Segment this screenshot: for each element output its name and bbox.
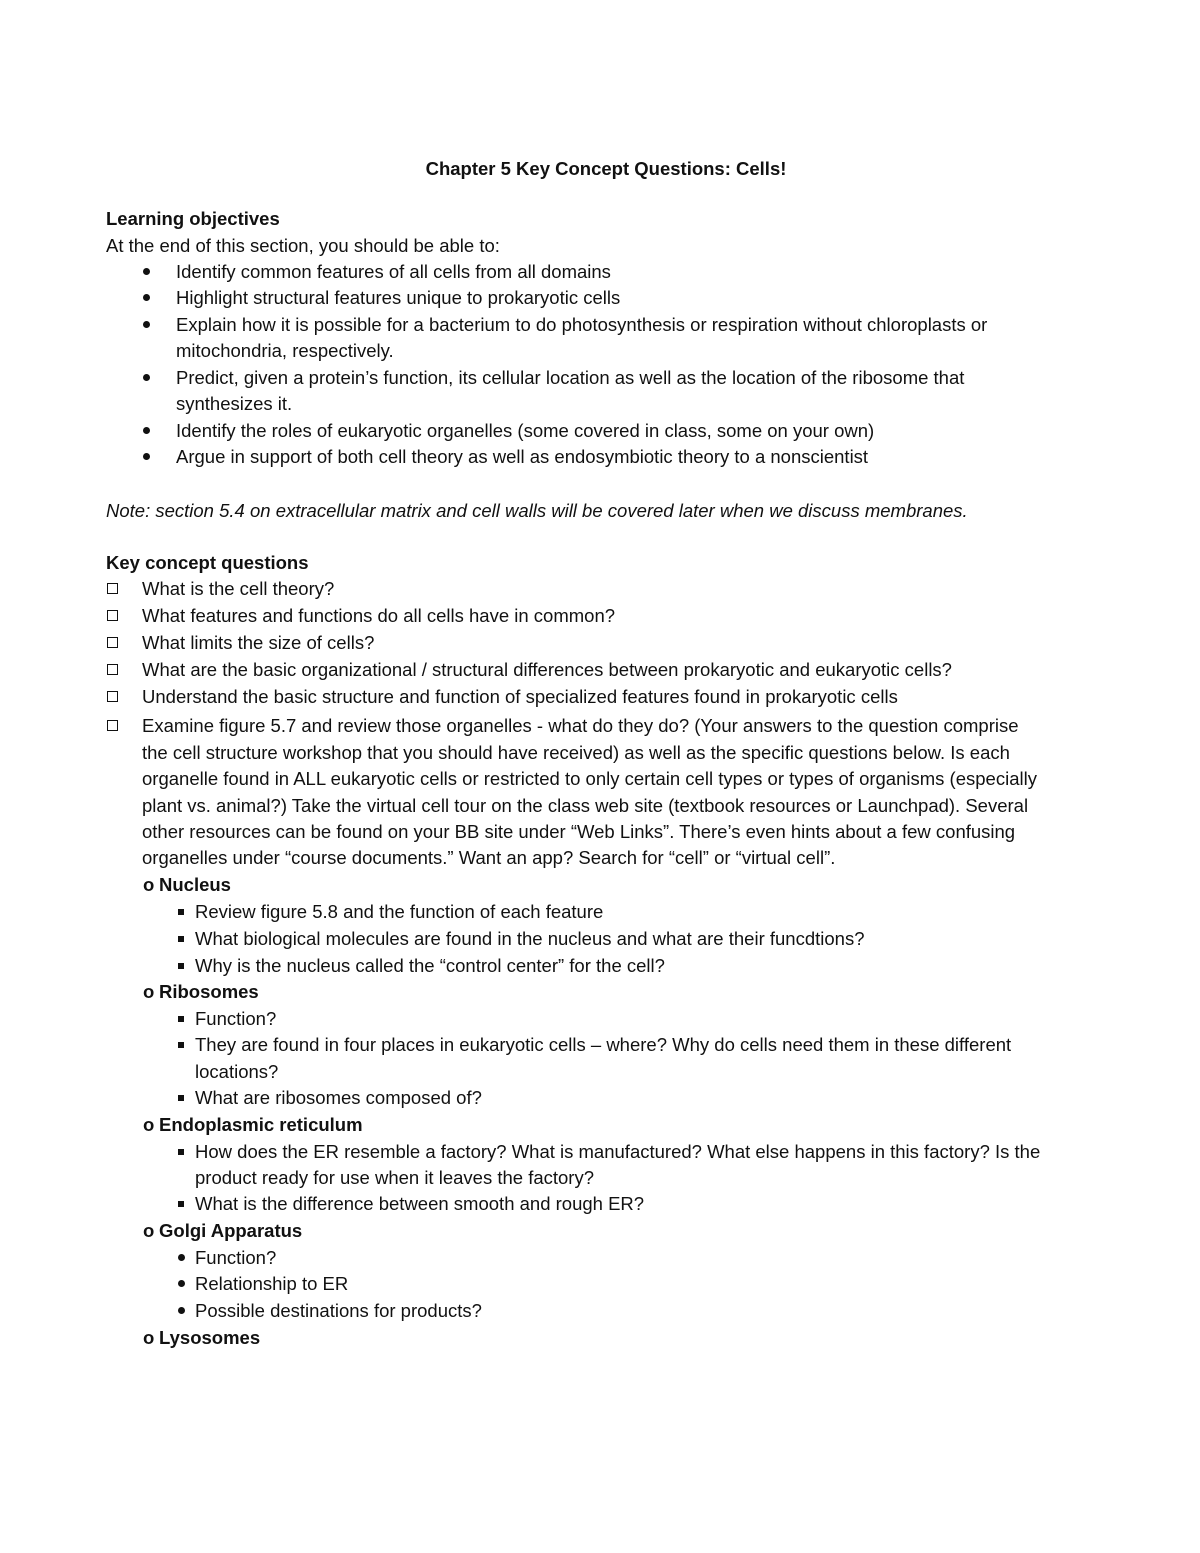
objective-item: Explain how it is possible for a bacterium to do photosynthesis or respiration without chloroplasts or xyxy=(176,314,988,335)
organelle-heading-nucleus: Nucleus xyxy=(159,874,231,895)
bullet-icon xyxy=(143,294,150,301)
bullet-icon xyxy=(178,1280,185,1287)
square-bullet-icon xyxy=(178,963,184,969)
circle-bullet-icon: o xyxy=(143,1114,155,1135)
note-text: Note: section 5.4 on extracellular matrix and cell walls will be covered later when we discuss membranes. xyxy=(106,500,968,521)
checkbox-icon[interactable] xyxy=(107,637,118,648)
question-item: What is the cell theory? xyxy=(142,578,335,599)
circle-bullet-icon: o xyxy=(143,1327,155,1348)
objective-item: Identify the roles of eukaryotic organelles (some covered in class, some on your own) xyxy=(176,420,875,441)
organelle-question: What is the difference between smooth and rough ER? xyxy=(195,1193,645,1214)
square-bullet-icon xyxy=(178,909,184,915)
organelle-question: Possible destinations for products? xyxy=(195,1300,482,1321)
checkbox-icon[interactable] xyxy=(107,610,118,621)
objective-item: Highlight structural features unique to prokaryotic cells xyxy=(176,287,621,308)
page-title: Chapter 5 Key Concept Questions: Cells! xyxy=(425,158,787,179)
organelle-question: Relationship to ER xyxy=(195,1273,349,1294)
question-item-continued: plant vs. animal?) Take the virtual cell tour on the class web site (textbook resources or Launchpad). Several xyxy=(142,795,1029,816)
organelle-question: They are found in four places in eukaryotic cells – where? Why do cells need them in these different xyxy=(195,1034,1012,1055)
question-item: What limits the size of cells? xyxy=(142,632,375,653)
question-item: What features and functions do all cells have in common? xyxy=(142,605,616,626)
question-item: Examine figure 5.7 and review those organelles - what do they do? (Your answers to the question comprise xyxy=(142,715,1019,736)
square-bullet-icon xyxy=(178,1095,184,1101)
circle-bullet-icon: o xyxy=(143,874,155,895)
objective-item: Argue in support of both cell theory as well as endosymbiotic theory to a nonscientist xyxy=(176,446,869,467)
square-bullet-icon xyxy=(178,1201,184,1207)
organelle-heading-er: Endoplasmic reticulum xyxy=(159,1114,363,1135)
bullet-icon xyxy=(178,1307,185,1314)
organelle-heading-lysosomes: Lysosomes xyxy=(159,1327,261,1348)
organelle-question: What are ribosomes composed of? xyxy=(195,1087,482,1108)
question-item: Understand the basic structure and function of specialized features found in prokaryotic cells xyxy=(142,686,898,707)
question-item: What are the basic organizational / structural differences between prokaryotic and eukaryotic cells? xyxy=(142,659,952,680)
organelle-question-continued: locations? xyxy=(195,1061,279,1082)
objectives-intro: At the end of this section, you should be able to: xyxy=(106,235,500,256)
bullet-icon xyxy=(143,374,150,381)
bullet-icon xyxy=(143,453,150,460)
square-bullet-icon xyxy=(178,1042,184,1048)
bullet-icon xyxy=(143,427,150,434)
organelle-heading-ribosomes: Ribosomes xyxy=(159,981,259,1002)
organelle-heading-golgi: Golgi Apparatus xyxy=(159,1220,303,1241)
objective-item-continued: mitochondria, respectively. xyxy=(176,340,394,361)
objective-item-continued: synthesizes it. xyxy=(176,393,293,414)
circle-bullet-icon: o xyxy=(143,1220,155,1241)
organelle-question: Review figure 5.8 and the function of each feature xyxy=(195,901,604,922)
checkbox-icon[interactable] xyxy=(107,720,118,731)
question-item-continued: the cell structure workshop that you should have received) as well as the specific questions below. Is each xyxy=(142,742,1010,763)
checkbox-icon[interactable] xyxy=(107,583,118,594)
organelle-question: Function? xyxy=(195,1008,277,1029)
objectives-heading: Learning objectives xyxy=(106,208,280,229)
bullet-icon xyxy=(178,1254,185,1261)
bullet-icon xyxy=(143,321,150,328)
question-item-continued: organelles under “course documents.” Want an app? Search for “cell” or “virtual cell”. xyxy=(142,847,836,868)
checkbox-icon[interactable] xyxy=(107,664,118,675)
circle-bullet-icon: o xyxy=(143,981,155,1002)
objective-item: Predict, given a protein’s function, its cellular location as well as the location of the ribosome that xyxy=(176,367,965,388)
square-bullet-icon xyxy=(178,1149,184,1155)
organelle-question-continued: product ready for use when it leaves the factory? xyxy=(195,1167,594,1188)
question-item-continued: other resources can be found on your BB site under “Web Links”. There’s even hints about a few confusing xyxy=(142,821,1016,842)
organelle-question: Function? xyxy=(195,1247,277,1268)
key-questions-heading: Key concept questions xyxy=(106,552,309,573)
organelle-question: What biological molecules are found in the nucleus and what are their funcdtions? xyxy=(195,928,865,949)
objective-item: Identify common features of all cells from all domains xyxy=(176,261,611,282)
question-item-continued: organelle found in ALL eukaryotic cells or restricted to only certain cell types or types of organisms (especially xyxy=(142,768,1037,789)
square-bullet-icon xyxy=(178,936,184,942)
organelle-question: Why is the nucleus called the “control center” for the cell? xyxy=(195,955,665,976)
organelle-question: How does the ER resemble a factory? What is manufactured? What else happens in this factory? Is the xyxy=(195,1141,1041,1162)
square-bullet-icon xyxy=(178,1016,184,1022)
checkbox-icon[interactable] xyxy=(107,691,118,702)
bullet-icon xyxy=(143,268,150,275)
